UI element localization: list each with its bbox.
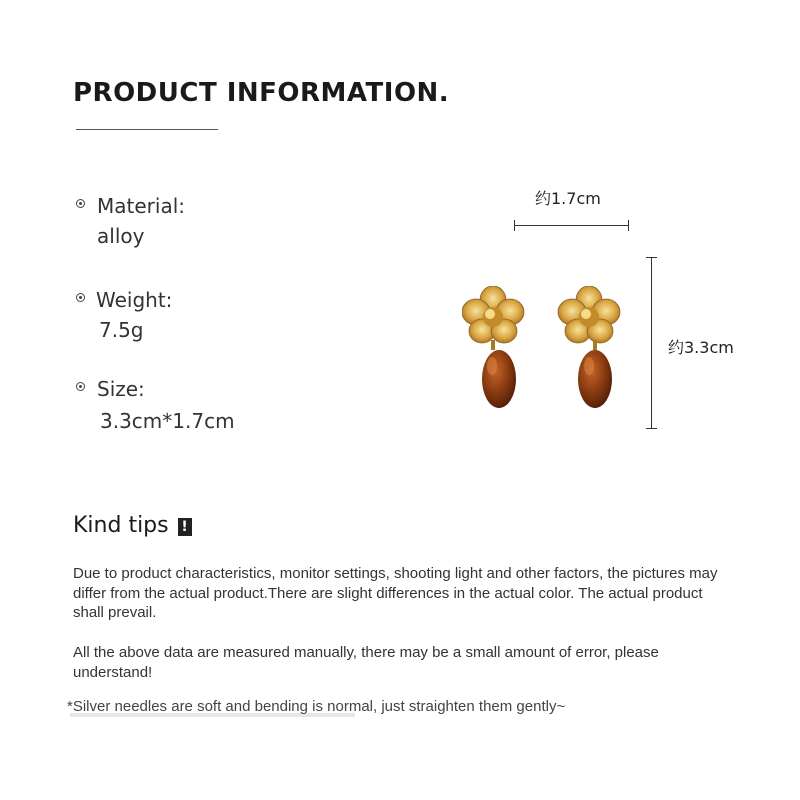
kind-tips-heading xyxy=(73,513,192,538)
spec-label: Weight: xyxy=(96,288,173,312)
bullet-icon xyxy=(76,293,85,302)
page-title: PRODUCT INFORMATION. xyxy=(73,78,450,108)
silver-needle-note: *Silver needles are soft and bending is normal, just straighten them gently~ xyxy=(67,698,566,715)
spec-value: 7.5g xyxy=(99,318,144,342)
height-dimension-tick xyxy=(646,257,657,258)
height-dimension-tick xyxy=(646,428,657,429)
disclaimer-paragraph: Due to product characteristics, monitor settings, shooting light and other factors, the pictures may differ from the actual product.There are slight differences in the actual color. The actual product shall prevail. xyxy=(73,565,718,621)
earring-right-image xyxy=(557,286,627,416)
width-dimension-tick xyxy=(628,220,629,231)
width-dimension-line xyxy=(514,225,629,226)
height-dimension-label: 约3.3cm xyxy=(668,338,734,357)
bullet-icon xyxy=(76,382,85,391)
spec-value: alloy xyxy=(97,224,145,248)
spec-value: 3.3cm*1.7cm xyxy=(100,409,235,433)
spec-label: Material: xyxy=(97,194,185,218)
width-dimension-label: 约1.7cm xyxy=(535,189,601,208)
spec-label: Size: xyxy=(97,377,145,401)
title-underline xyxy=(76,129,218,130)
kind-tips-title: Kind tips xyxy=(73,513,169,538)
exclamation-icon: ! xyxy=(178,518,192,536)
earring-left-image xyxy=(462,286,532,416)
bullet-icon xyxy=(76,199,85,208)
measurement-paragraph: All the above data are measured manually, there may be a small amount of error, please understand! xyxy=(73,644,659,681)
width-dimension-tick xyxy=(514,220,515,231)
height-dimension-line xyxy=(651,257,652,429)
